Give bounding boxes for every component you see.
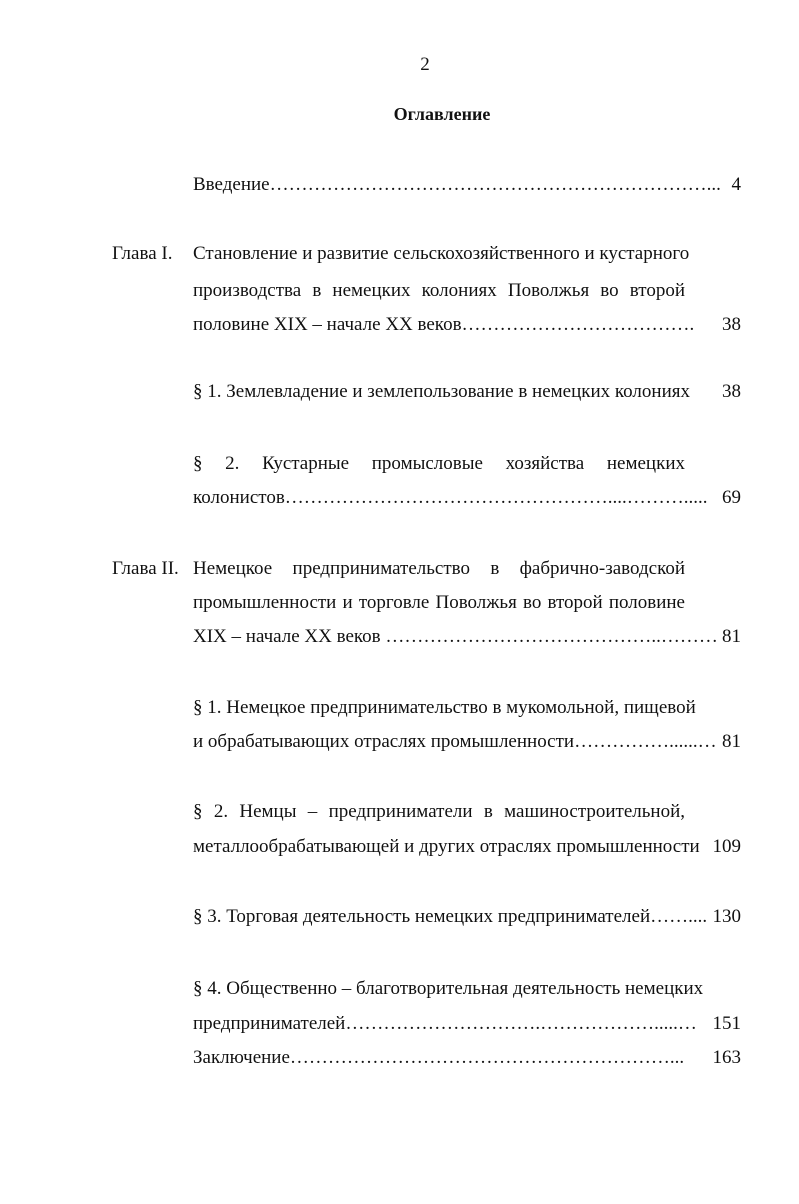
ch2-section-3-page: 130 xyxy=(712,906,741,927)
ch2-section-4-page: 151 xyxy=(712,1013,741,1034)
ch2-section-2-line-1[interactable]: § 2. Немцы – предприниматели в машиностроительной, xyxy=(193,801,685,822)
ch2-section-1-line-1[interactable]: § 1. Немецкое предпринимательство в мукомольной, пищевой xyxy=(193,697,696,718)
chapter-1-title-line-1[interactable]: Становление и развитие сельскохозяйственного и кустарного xyxy=(193,243,690,264)
ch1-section-1[interactable]: § 1. Землевладение и землепользование в немецких колониях xyxy=(193,381,690,402)
ch2-section-3[interactable]: § 3. Торговая деятельность немецких предпринимателей…….... xyxy=(193,906,708,927)
ch2-section-4-line-1[interactable]: § 4. Общественно – благотворительная деятельность немецких xyxy=(193,978,704,999)
ch1-section-2-line-2[interactable]: колонистов……………………………………………....………..... xyxy=(193,487,708,508)
chapter-2-title-line-3[interactable]: XIX – начале XX веков ……………………………………..……… xyxy=(193,626,718,647)
chapter-2-page: 81 xyxy=(722,626,741,647)
ch2-section-2-line-2[interactable]: металлообрабатывающей и других отраслях промышленности xyxy=(193,836,700,857)
page-number: 2 xyxy=(420,54,430,75)
ch1-section-2-page: 69 xyxy=(722,487,741,508)
toc-page-intro: 4 xyxy=(731,174,741,195)
toc-entry-intro[interactable]: Введение……………………………………………………………... xyxy=(193,174,721,195)
ch2-section-2-page: 109 xyxy=(712,836,741,857)
toc-title: Оглавление xyxy=(393,104,491,124)
chapter-1-title-line-3[interactable]: половине XIX – начале XX веков………………………………. xyxy=(193,314,695,335)
ch1-section-2-line-1[interactable]: § 2. Кустарные промысловые хозяйства немецких xyxy=(193,453,685,474)
chapter-2-title-line-2[interactable]: промышленности и торговле Поволжья во второй половине xyxy=(193,592,685,613)
ch2-section-1-line-2[interactable]: и обрабатывающих отраслях промышленности……………......… xyxy=(193,731,717,752)
ch2-section-4-line-2[interactable]: предпринимателей………………………….……………….....… xyxy=(193,1013,697,1034)
toc-page-conclusion: 163 xyxy=(712,1047,741,1068)
chapter-1-title-line-2[interactable]: производства в немецких колониях Поволжья во второй xyxy=(193,280,685,301)
toc-entry-conclusion[interactable]: Заключение……………………………………………………... xyxy=(193,1047,685,1068)
chapter-1-label: Глава I. xyxy=(112,243,173,264)
chapter-1-page: 38 xyxy=(722,314,741,335)
chapter-2-label: Глава II. xyxy=(112,558,179,579)
ch2-section-1-page: 81 xyxy=(722,731,741,752)
chapter-2-title-line-1[interactable]: Немецкое предпринимательство в фабрично-заводской xyxy=(193,558,685,579)
ch1-section-1-page: 38 xyxy=(722,381,741,402)
